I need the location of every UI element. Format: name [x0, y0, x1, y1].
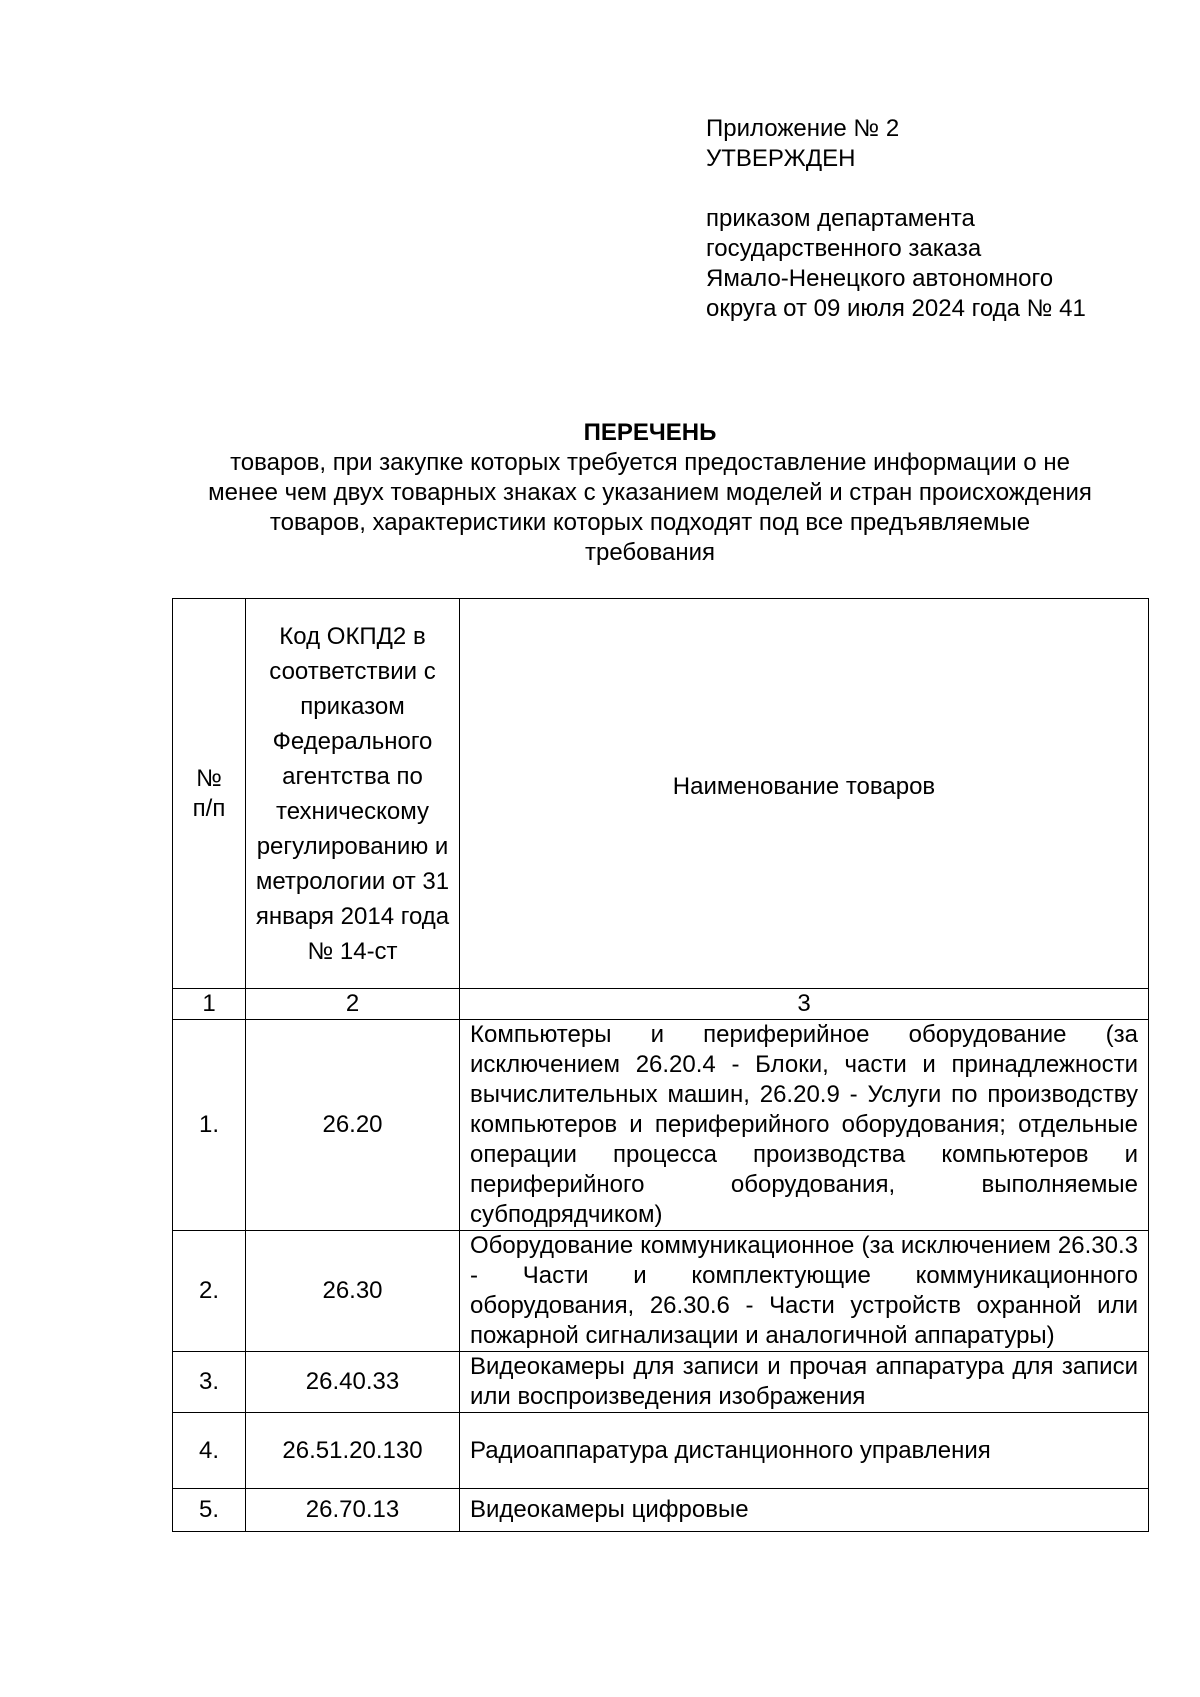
row-code: 26.30	[246, 1231, 460, 1352]
row-code: 26.20	[246, 1020, 460, 1231]
goods-table	[172, 598, 1149, 1532]
approval-block	[706, 114, 1086, 324]
order-line-2: государственного заказа	[706, 235, 982, 262]
row-number: 4.	[173, 1413, 246, 1489]
title-subtitle-line-3: товаров, характеристики которых подходят под все предъявляемые	[269, 509, 1031, 536]
order-line-4: округа от 09 июля 2024 года № 41	[706, 295, 1086, 322]
column-number-row	[173, 989, 1149, 1020]
title-subtitle-line-1: товаров, при закупке которых требуется предоставление информации о не	[230, 449, 1070, 476]
row-name: Оборудование коммуникационное (за исключением 26.30.3 - Части и комплектующие коммуникационного оборудования, 26.30.6 - Части устройств охранной или пожарной сигнализации и аналогичной аппаратуры)	[460, 1231, 1149, 1352]
column-number: 3	[460, 989, 1149, 1020]
document-title	[150, 418, 1150, 568]
row-number: 2.	[173, 1231, 246, 1352]
row-name: Видеокамеры цифровые	[460, 1489, 1149, 1532]
row-number: 1.	[173, 1020, 246, 1231]
header-okpd2-code: Код ОКПД2 в соответствии с приказом Федерального агентства по техническому регулированию и метрологии от 31 января 2014 года № 14-ст	[246, 599, 460, 989]
table-row	[173, 1489, 1149, 1532]
table-row	[173, 1413, 1149, 1489]
header-goods-name: Наименование товаров	[460, 599, 1149, 989]
order-line-1: приказом департамента	[706, 205, 975, 232]
table-row	[173, 1020, 1149, 1231]
table-header-row	[173, 599, 1149, 989]
row-name: Видеокамеры для записи и прочая аппаратура для записи или воспроизведения изображения	[460, 1352, 1149, 1413]
row-code: 26.51.20.130	[246, 1413, 460, 1489]
column-number: 1	[173, 989, 246, 1020]
column-number: 2	[246, 989, 460, 1020]
row-code: 26.40.33	[246, 1352, 460, 1413]
header-number: № п/п	[173, 599, 246, 989]
title-subtitle-line-4: требования	[585, 539, 715, 566]
row-number: 3.	[173, 1352, 246, 1413]
row-code: 26.70.13	[246, 1489, 460, 1532]
approved-label: УТВЕРЖДЕН	[706, 145, 856, 172]
approval-spacer	[706, 174, 1086, 204]
table-row	[173, 1352, 1149, 1413]
row-name: Радиоаппаратура дистанционного управления	[460, 1413, 1149, 1489]
order-line-3: Ямало-Ненецкого автономного	[706, 265, 1054, 292]
title-heading: ПЕРЕЧЕНЬ	[583, 419, 717, 446]
row-name: Компьютеры и периферийное оборудование (за исключением 26.20.4 - Блоки, части и принадлежности вычислительных машин, 26.20.9 - Услуги по производству компьютеров и периферийного оборудования; отдельные операции процесса производства компьютеров и периферийного оборудования, выполняемые субподрядчиком)	[460, 1020, 1149, 1231]
appendix-number: Приложение № 2	[706, 115, 900, 142]
row-number: 5.	[173, 1489, 246, 1532]
table-row	[173, 1231, 1149, 1352]
title-subtitle-line-2: менее чем двух товарных знаках с указанием моделей и стран происхождения	[208, 479, 1092, 506]
